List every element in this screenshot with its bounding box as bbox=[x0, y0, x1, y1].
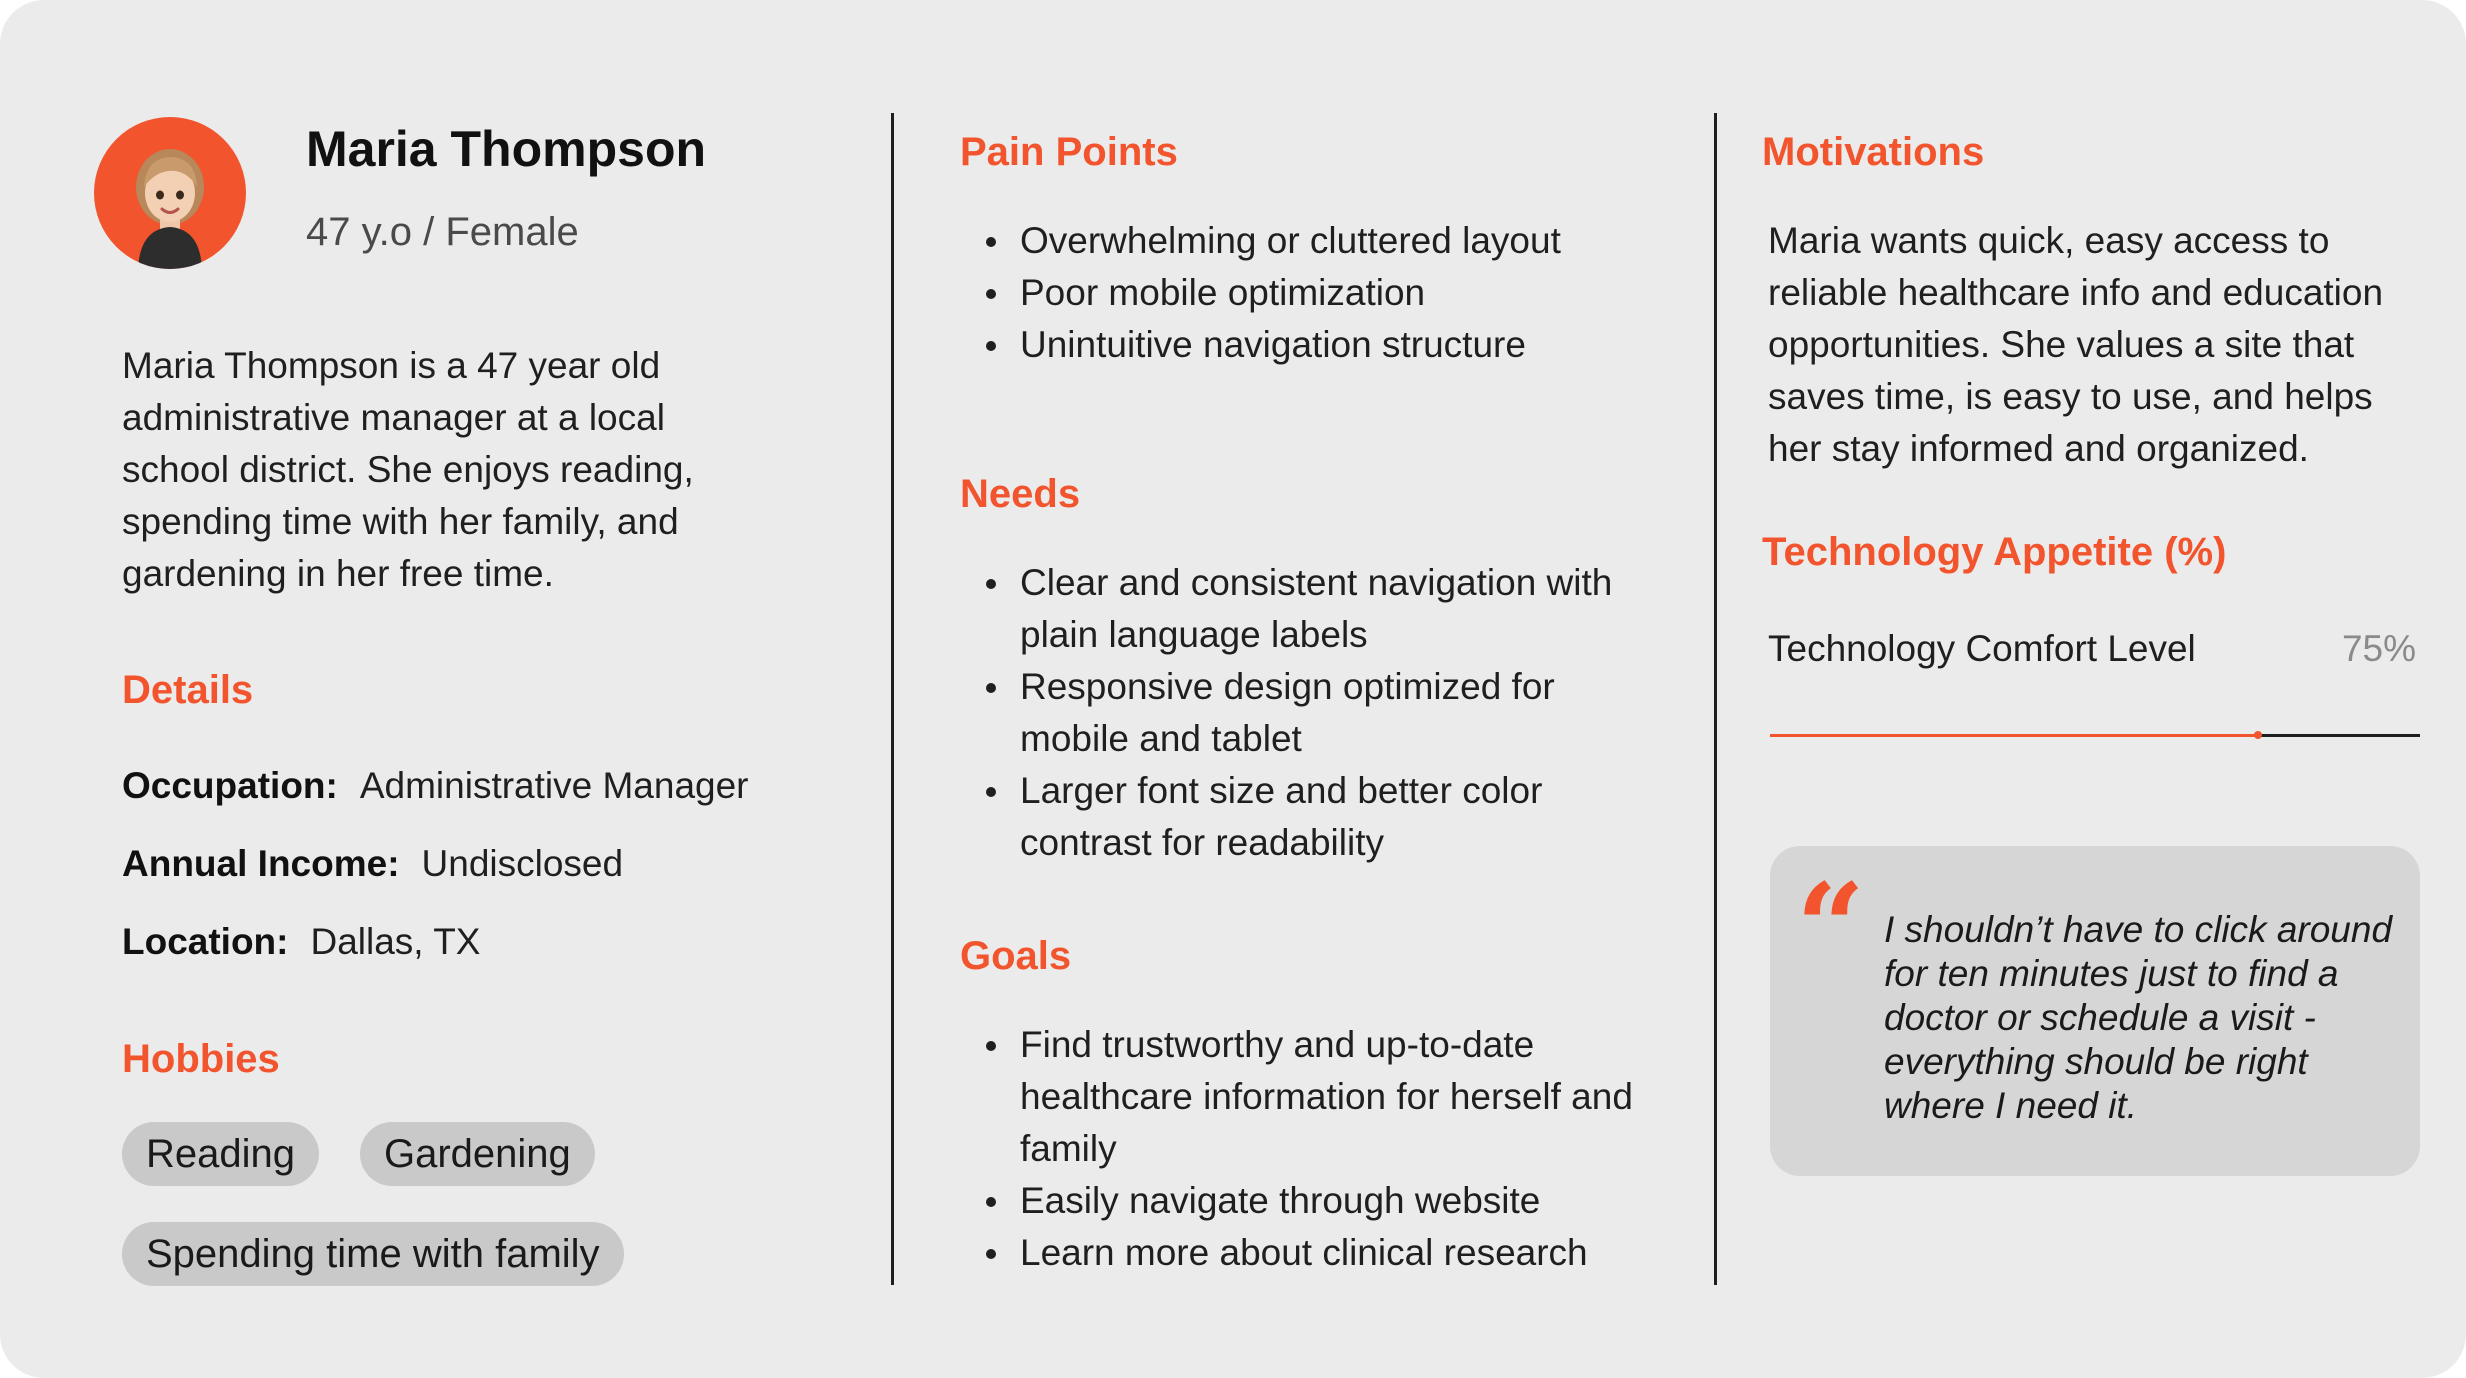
quote-icon: “ bbox=[1796, 857, 1866, 998]
column-divider bbox=[891, 113, 894, 1285]
list-item: Find trustworthy and up-to-date healthcare information for herself and family bbox=[1020, 1019, 1660, 1175]
detail-value: Dallas, TX bbox=[310, 921, 481, 962]
detail-label: Occupation: bbox=[122, 765, 338, 806]
persona-bio: Maria Thompson is a 47 year old administrative manager at a local school district. She enjoys reading, spending time with her family, and gardening in her free time. bbox=[122, 345, 694, 594]
list-item: Learn more about clinical research bbox=[1020, 1227, 1660, 1279]
hobby-chip: Reading bbox=[122, 1122, 319, 1186]
pain-points-heading: Pain Points bbox=[960, 130, 1178, 174]
tech-comfort-value: 75% bbox=[2341, 628, 2416, 669]
goals-heading: Goals bbox=[960, 934, 1072, 978]
persona-name: Maria Thompson bbox=[306, 121, 707, 177]
tech-comfort-label: Technology Comfort Level bbox=[1768, 628, 2196, 669]
detail-income bbox=[122, 843, 623, 885]
technology-heading: Technology Appetite (%) bbox=[1762, 530, 2227, 574]
column-divider bbox=[1714, 113, 1717, 1285]
tech-comfort-track bbox=[1770, 734, 2420, 737]
hobby-chip: Spending time with family bbox=[122, 1222, 624, 1286]
goals-list bbox=[1020, 1019, 1660, 1279]
details-heading: Details bbox=[122, 668, 254, 712]
hobby-chip: Gardening bbox=[360, 1122, 595, 1186]
detail-location bbox=[122, 921, 480, 963]
detail-occupation bbox=[122, 765, 749, 807]
quote-text: I shouldn’t have to click around for ten minutes just to find a doctor or schedule a visit - everything should be right where I need it. bbox=[1884, 909, 2393, 1126]
needs-list bbox=[1020, 557, 1640, 869]
pain-points-list bbox=[1020, 215, 1660, 371]
list-item: Overwhelming or cluttered layout bbox=[1020, 215, 1660, 267]
list-item: Clear and consistent navigation with plain language labels bbox=[1020, 557, 1640, 661]
list-item: Easily navigate through website bbox=[1020, 1175, 1660, 1227]
tech-comfort-fill bbox=[1770, 734, 2258, 737]
needs-heading: Needs bbox=[960, 472, 1081, 516]
tech-comfort-knob bbox=[2254, 731, 2262, 739]
motivations-text: Maria wants quick, easy access to reliable healthcare info and education opportunities. She values a site that saves time, is easy to use, and helps her stay informed and organized. bbox=[1768, 220, 2384, 469]
list-item: Unintuitive navigation structure bbox=[1020, 319, 1660, 371]
persona-age-gender: 47 y.o / Female bbox=[306, 210, 579, 254]
quote-card bbox=[1770, 846, 2420, 1176]
list-item: Responsive design optimized for mobile and tablet bbox=[1020, 661, 1640, 765]
detail-label: Location: bbox=[122, 921, 289, 962]
detail-label: Annual Income: bbox=[122, 843, 400, 884]
list-item: Larger font size and better color contrast for readability bbox=[1020, 765, 1640, 869]
detail-value: Undisclosed bbox=[421, 843, 624, 884]
hobbies-heading: Hobbies bbox=[122, 1037, 280, 1081]
list-item: Poor mobile optimization bbox=[1020, 267, 1660, 319]
user-avatar-icon bbox=[94, 117, 246, 269]
detail-value: Administrative Manager bbox=[359, 765, 749, 806]
motivations-heading: Motivations bbox=[1762, 130, 1985, 174]
